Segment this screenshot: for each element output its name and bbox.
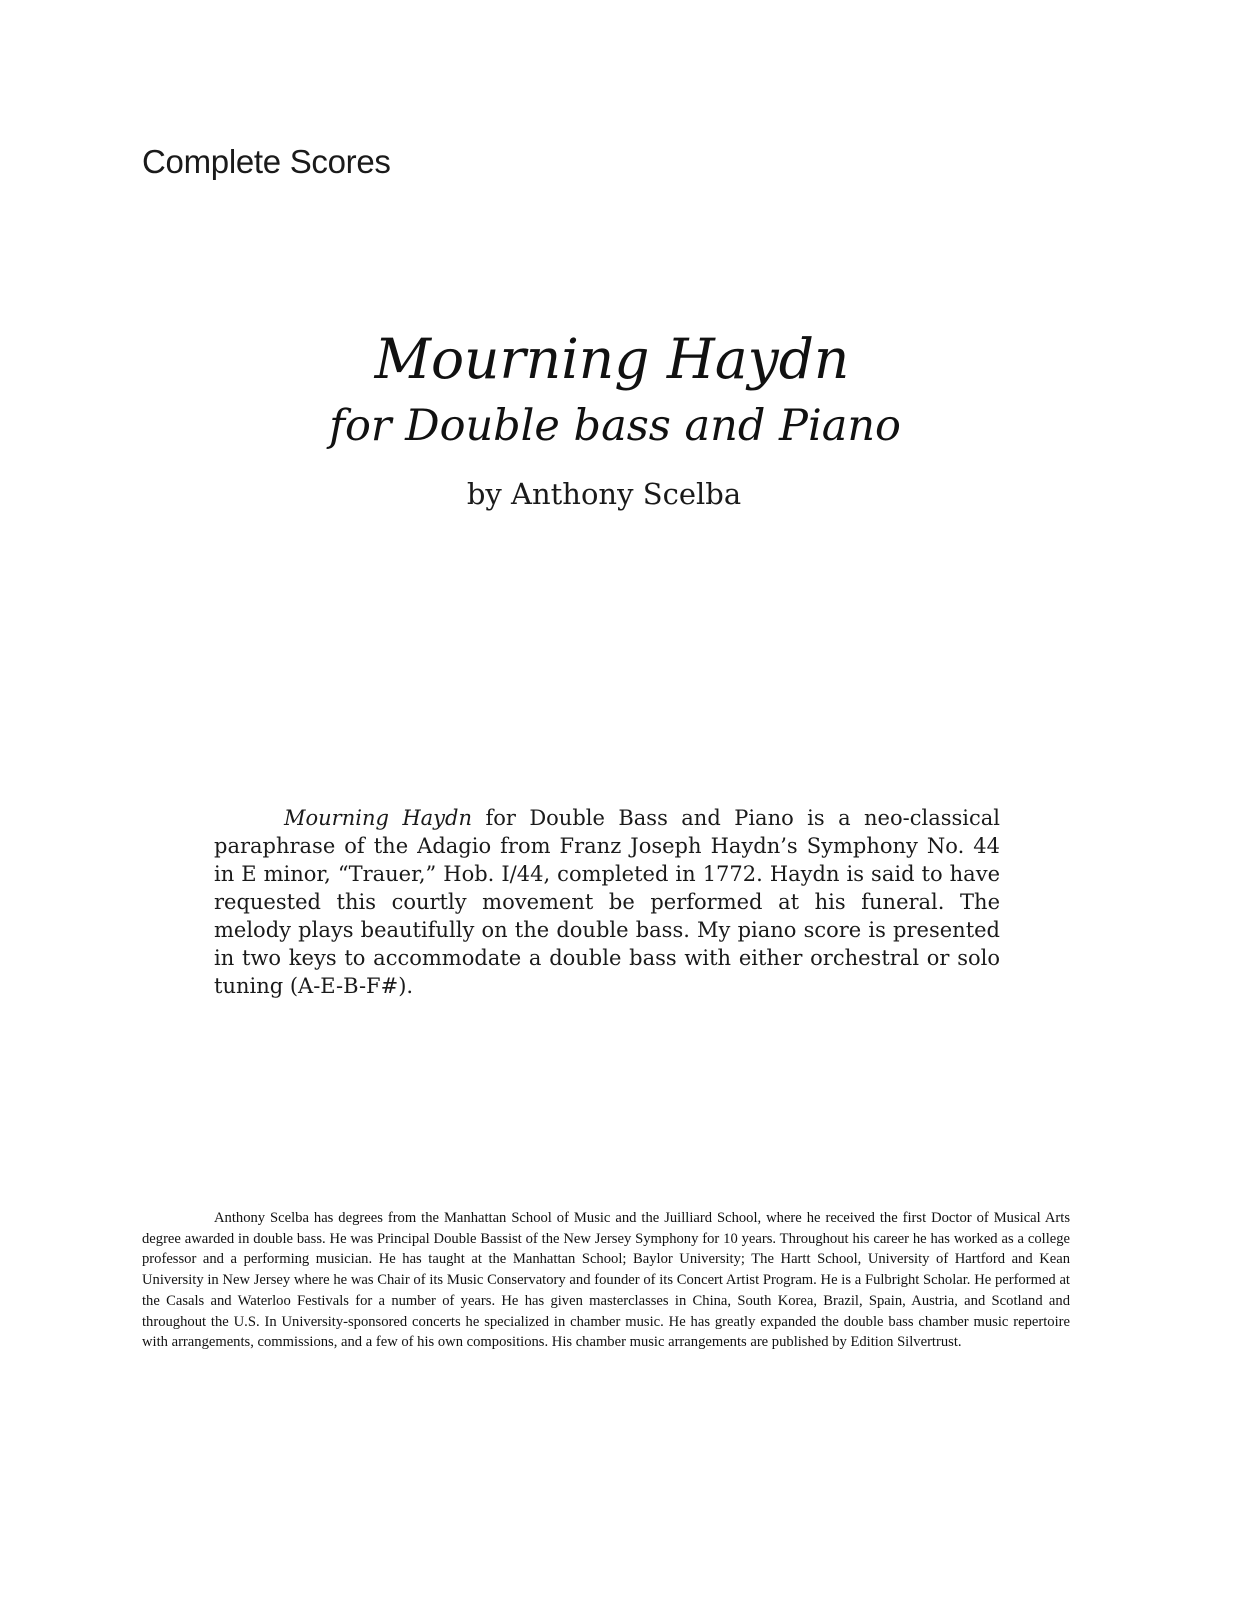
author-bio: Anthony Scelba has degrees from the Manhattan School of Music and the Juilliard School, where he received the first Doctor of Musical Arts degree awarded in double bass. He was Principal Double Bassist of the New Jersey Symphony for 10 years. Throughout his career he has worked as a college professor and a performing musician. He has taught at the Manhattan School; Baylor University; The Hartt School, University of Hartford and Kean University in New Jersey where he was Chair of its Music Conservatory and founder of its Concert Artist Program. He is a Fulbright Scholar. He performed at the Casals and Waterloo Festivals for a number of years. He has given masterclasses in China, South Korea, Brazil, Spain, Austria, and Scotland and throughout the U.S. In University-sponsored concerts he specialized in chamber music. He has greatly expanded the double bass chamber music repertoire with arrangements, commissions, and a few of his own compositions. His chamber music arrangements are published by Edition Silvertrust. xyxy=(142,1210,1070,1351)
page-title: Mourning Haydn xyxy=(374,327,850,391)
description-lead-title: Mourning Haydn xyxy=(284,806,473,830)
author-line: by Anthony Scelba xyxy=(466,477,742,511)
description-paragraph xyxy=(214,804,1000,1000)
header-label: Complete Scores xyxy=(142,143,391,180)
description-text: for Double Bass and Piano is a neo-classical paraphrase of the Adagio from Franz Joseph Haydn’s Symphony No. 44 in E minor, “Trauer,” Hob. I/44, completed in 1772. Haydn is said to have requested this courtly movement be performed at his funeral. The melody plays beautifully on the double bass. My piano score is presented in two keys to accommodate a double bass with either orchestral or solo tuning (A-E-B-F#). xyxy=(214,806,1000,998)
page-subtitle: for Double bass and Piano xyxy=(329,401,901,451)
